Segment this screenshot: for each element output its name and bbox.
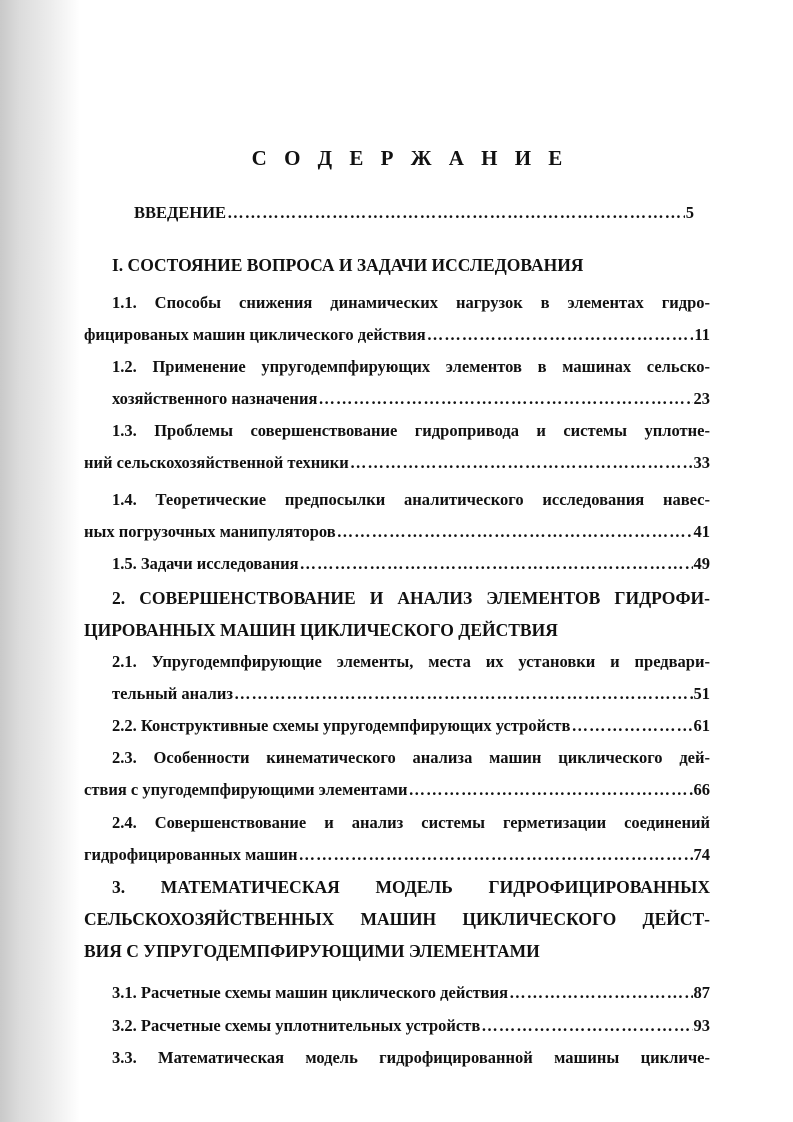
toc-entry-label: 3.1. Расчетные схемы машин циклического действия [112,983,509,1002]
chapter-2-heading-line1[interactable]: 2. СОВЕРШЕНСТВОВАНИЕ И АНАЛИЗ ЭЛЕМЕНТОВ ГИДРОФИ- [112,588,710,608]
toc-page-number: 51 [693,684,710,703]
toc-page-number: 93 [693,1016,710,1035]
toc-entry-1-4-line2[interactable] [84,522,710,542]
dot-leader [408,780,692,800]
toc-entry-label: ствия с упугодемпфирующими элементами [84,780,408,799]
dot-leader [298,845,692,865]
chapter-1-heading[interactable]: I. СОСТОЯНИЕ ВОПРОСА И ЗАДАЧИ ИССЛЕДОВАНИЯ [112,255,584,275]
toc-entry-1-3-line2[interactable] [84,453,710,473]
toc-page-number: 5 [685,203,694,222]
toc-entry-label: 2.2. Конструктивные схемы упругодемпфирующих устройств [112,716,571,735]
toc-entry-3-2[interactable] [112,1016,710,1036]
toc-page-number: 61 [693,716,710,735]
dot-leader [571,716,692,736]
toc-entry-label: тельный анализ [112,684,233,703]
toc-entry-label: ВВЕДЕНИЕ [134,203,227,222]
toc-entry-1-4-line1[interactable]: 1.4. Теоретические предпосылки аналитического исследования навес- [112,490,710,509]
toc-page-number: 23 [693,389,710,408]
chapter-3-heading-line2[interactable]: СЕЛЬСКОХОЗЯЙСТВЕННЫХ МАШИН ЦИКЛИЧЕСКОГО ДЕЙСТ- [84,909,710,929]
page-title: С О Д Е Р Ж А Н И Е [251,146,569,170]
toc-entry-label: хозяйственного назначения [112,389,318,408]
toc-page-number: 33 [693,453,710,472]
toc-entry-2-3-line2[interactable] [84,780,710,800]
toc-entry-2-2[interactable] [112,716,710,736]
dot-leader [318,389,692,409]
toc-entry-intro[interactable] [134,203,694,223]
toc-entry-label: 3.2. Расчетные схемы уплотнительных устройств [112,1016,481,1035]
toc-entry-label: гидрофицированных машин [84,845,298,864]
toc-page-number: 11 [694,325,710,344]
toc-entry-1-1-line1[interactable]: 1.1. Способы снижения динамических нагрузок в элементах гидро- [112,293,710,312]
toc-entry-1-5[interactable] [112,554,710,574]
toc-entry-1-2-line2[interactable] [112,389,710,409]
toc-entry-3-1[interactable] [112,983,710,1003]
toc-entry-2-1-line2[interactable] [112,684,710,704]
toc-entry-label: 1.5. Задачи исследования [112,554,299,573]
dot-leader [227,203,685,223]
toc-entry-2-4-line1[interactable]: 2.4. Совершенствование и анализ системы герметизации соединений [112,813,710,832]
toc-entry-label: фицированых машин циклического действия [84,325,426,344]
chapter-2-heading-line2[interactable]: ЦИРОВАННЫХ МАШИН ЦИКЛИЧЕСКОГО ДЕЙСТВИЯ [84,620,558,640]
toc-page-number: 49 [693,554,710,573]
toc-entry-1-2-line1[interactable]: 1.2. Применение упругодемпфирующих элементов в машинах сельско- [112,357,710,376]
toc-entry-1-1-line2[interactable] [84,325,710,345]
toc-entry-label: ний сельскохозяйственной техники [84,453,349,472]
toc-page-number: 74 [693,845,710,864]
dot-leader [350,453,693,473]
dot-leader [509,983,692,1003]
toc-entry-1-3-line1[interactable]: 1.3. Проблемы совершенствование гидропривода и системы уплотне- [112,421,710,440]
toc-entry-2-4-line2[interactable] [84,845,710,865]
toc-page-number: 66 [693,780,710,799]
dot-leader [300,554,693,574]
chapter-3-heading-line3[interactable]: ВИЯ С УПРУГОДЕМПФИРУЮЩИМИ ЭЛЕМЕНТАМИ [84,941,540,961]
toc-entry-2-1-line1[interactable]: 2.1. Упругодемпфирующие элементы, места их установки и предвари- [112,652,710,671]
toc-page-number: 41 [693,522,710,541]
dot-leader [481,1016,692,1036]
dot-leader [427,325,694,345]
toc-page-number: 87 [693,983,710,1002]
dot-leader [337,522,693,542]
dot-leader [234,684,693,704]
chapter-3-heading-line1[interactable]: 3. МАТЕМАТИЧЕСКАЯ МОДЕЛЬ ГИДРОФИЦИРОВАННЫХ [112,877,710,897]
toc-entry-label: ных погрузочных манипуляторов [84,522,336,541]
toc-entry-3-3-line1[interactable]: 3.3. Математическая модель гидрофицированной машины цикличе- [112,1048,710,1067]
toc-entry-2-3-line1[interactable]: 2.3. Особенности кинематического анализа машин циклического дей- [112,748,710,767]
